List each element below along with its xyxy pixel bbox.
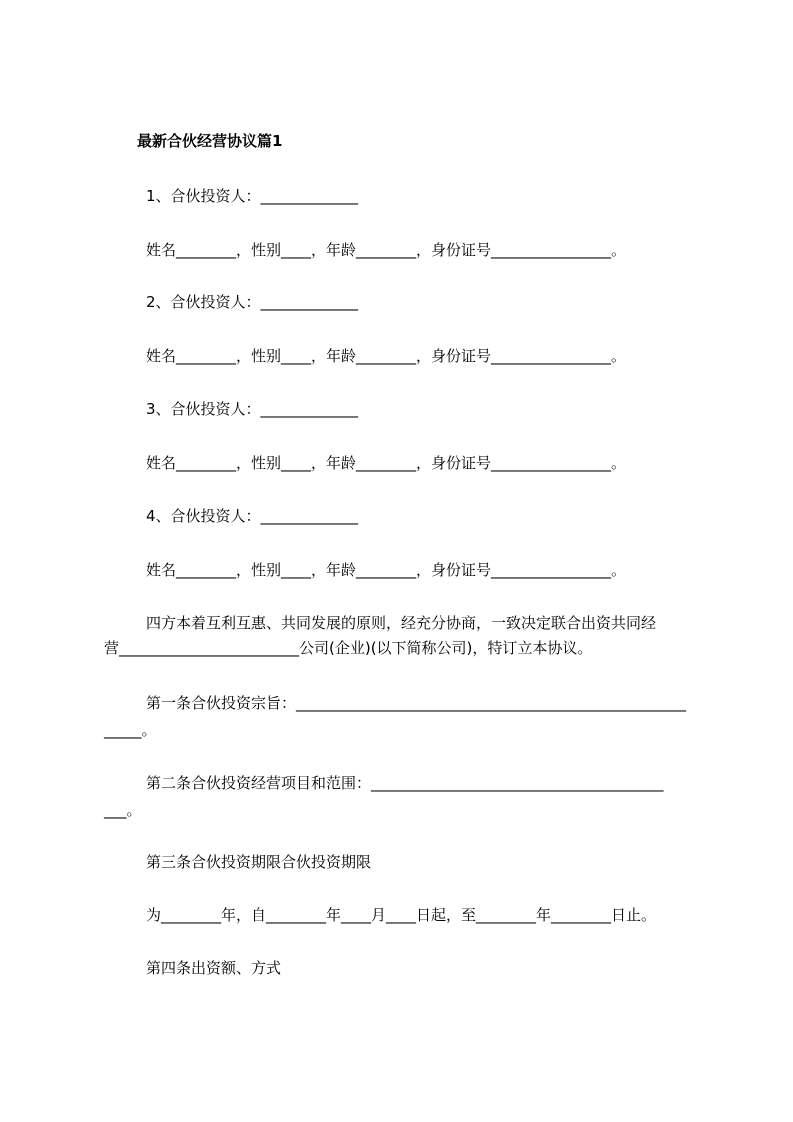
investor-2-heading: 2、合伙投资人：_____________ bbox=[146, 293, 359, 311]
investor-4-heading: 4、合伙投资人：_____________ bbox=[146, 507, 359, 525]
article-1-line-2: _____。 bbox=[104, 721, 157, 739]
article-4-heading: 第四条出资额、方式 bbox=[146, 959, 282, 977]
article-2-line-1: 第二条合伙投资经营项目和范围：_______________________________________ bbox=[146, 774, 664, 792]
investor-1-heading: 1、合伙投资人：_____________ bbox=[146, 187, 359, 205]
investor-3-fields: 姓名________，性别____，年龄________，身份证号________________。 bbox=[146, 454, 627, 472]
preamble-line-1: 四方本着互利互惠、共同发展的原则，经充分协商，一致决定联合出资共同经 bbox=[146, 614, 657, 632]
article-3-heading: 第三条合伙投资期限合伙投资期限 bbox=[146, 853, 372, 871]
investor-2-fields: 姓名________，性别____，年龄________，身份证号________________。 bbox=[146, 347, 627, 365]
article-2-line-2: ___。 bbox=[104, 801, 142, 819]
investor-3-heading: 3、合伙投资人：_____________ bbox=[146, 400, 359, 418]
article-3-term: 为________年，自________年____月____日起，至________年________日止。 bbox=[146, 906, 657, 924]
preamble-line-2: 营________________________公司(企业)(以下简称公司)，特订立本协议。 bbox=[104, 639, 593, 657]
document-title: 最新合伙经营协议篇1 bbox=[137, 132, 283, 150]
article-1-line-1: 第一条合伙投资宗旨：____________________________________________________ bbox=[146, 694, 687, 712]
investor-1-fields: 姓名________，性别____，年龄________，身份证号________________。 bbox=[146, 241, 627, 259]
investor-4-fields: 姓名________，性别____，年龄________，身份证号________________。 bbox=[146, 561, 627, 579]
